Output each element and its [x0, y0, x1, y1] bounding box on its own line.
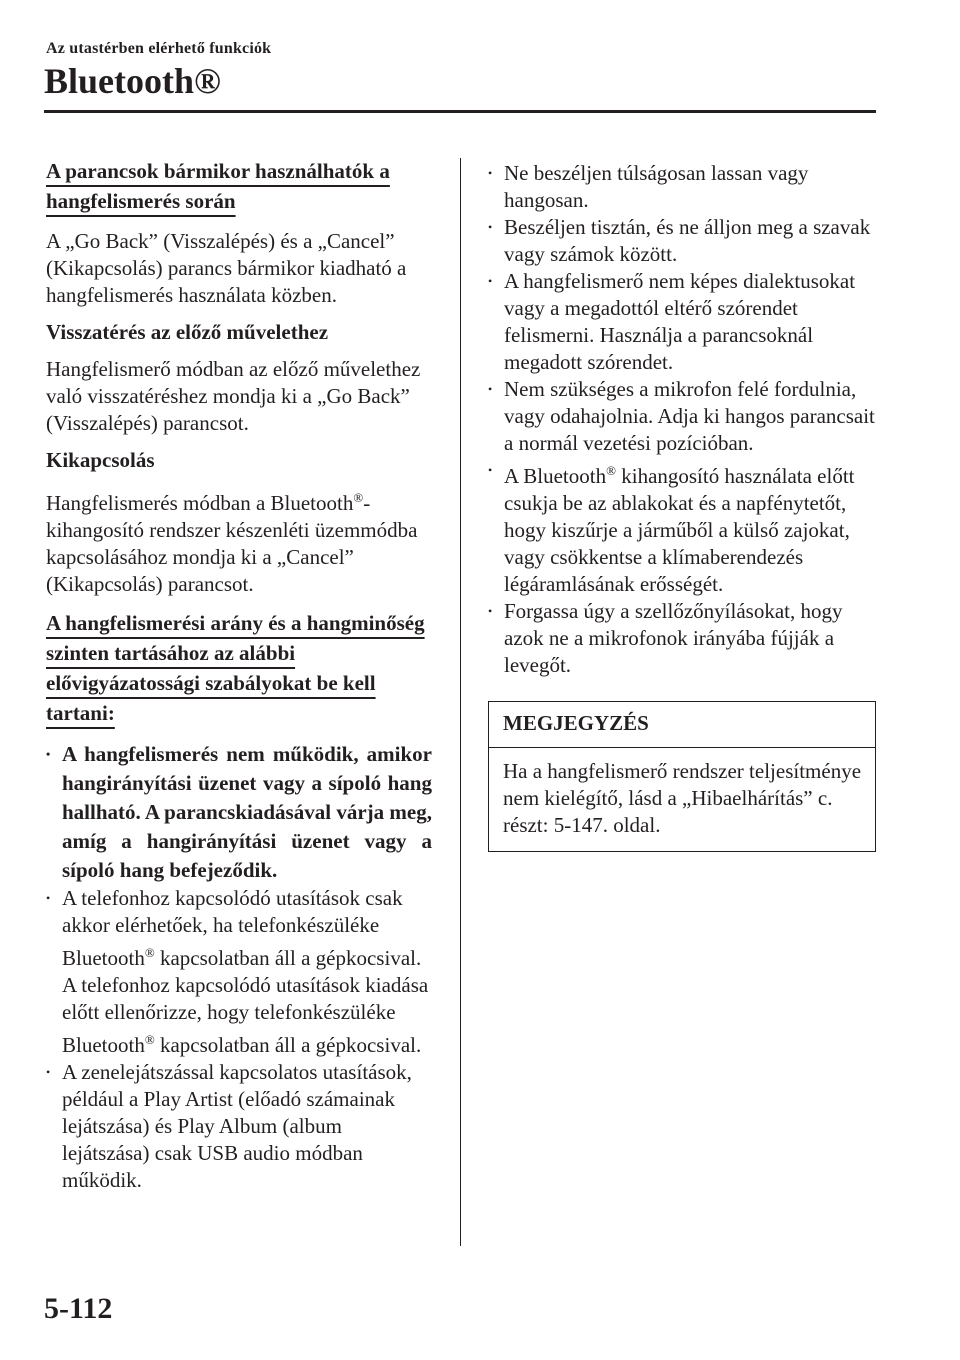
heading-go-back: Visszatérés az előző művelethez: [46, 320, 329, 344]
list-item: • A hangfelismerés nem működik, amikor hangirányítási üzenet vagy a sípoló hang hallható. A parancskiadásával várja meg, amíg a hangirányítási üzenet vagy a sípoló hang befejeződik.: [46, 740, 432, 885]
page-title: Bluetooth®: [44, 61, 221, 101]
heading-precautions: A hangfelismerési arány és a hangminőség szinten tartásához az alábbi elővigyázatossági szabályokat be kell tartani:: [46, 611, 425, 725]
paragraph-go-back: Hangfelismerő módban az előző művelethez való visszatéréshez mondja ki a „Go Back” (Visszalépés) parancsot.: [46, 357, 421, 435]
note-body: Ha a hangfelismerő rendszer teljesítménye nem kielégítő, lásd a „Hibaelhárítás” c. részt: 5-147. oldal.: [503, 759, 862, 837]
right-column: [488, 156, 876, 852]
note-box: [488, 701, 876, 852]
list-item: • Beszéljen tisztán, és ne álljon meg a szavak vagy számok között.: [488, 214, 876, 268]
page-number: 5-112: [44, 1292, 113, 1325]
note-title: MEGJEGYZÉS: [489, 702, 875, 748]
header-divider: [44, 110, 876, 113]
list-item: • Forgassa úgy a szellőzőnyílásokat, hogy azok ne a mikrofonok irányába fújják a levegőt.: [488, 598, 876, 679]
paragraph-commands: A „Go Back” (Visszalépés) és a „Cancel” (Kikapcsolás) parancs bármikor kiadható a hangfelismerés használata közben.: [46, 229, 407, 307]
paragraph-cancel: Hangfelismerés módban a Bluetooth®-kihangosító rendszer készenléti üzemmódba kapcsolásához mondja ki a „Cancel” (Kikapcsolás) parancsot.: [46, 490, 418, 596]
tips-list: [488, 160, 876, 679]
list-item: • A zenelejátszással kapcsolatos utasítások, például a Play Artist (előadó számainak lejátszása) és Play Album (album lejátszása) csak USB audio módban működik.: [46, 1059, 432, 1194]
list-item: • A Bluetooth® kihangosító használata előtt csukja be az ablakokat és a napfénytetőt, hogy kiszűrje a járműből a külső zajokat, vagy csökkentse a klímaberendezés légáramlásának erősségét.: [488, 457, 876, 598]
left-column: [46, 156, 432, 1204]
heading-commands: A parancsok bármikor használhatók a hangfelismerés során: [46, 159, 390, 213]
list-item: • Nem szükséges a mikrofon felé fordulnia, vagy odahajolnia. Adja ki hangos parancsait a normál vezetési pozícióban.: [488, 376, 876, 457]
list-item: • A hangfelismerő nem képes dialektusokat vagy a megadottól eltérő szórendet felismerni. Használja a parancsoknál megadott szórendet.: [488, 268, 876, 376]
list-item: • Ne beszéljen túlságosan lassan vagy hangosan.: [488, 160, 876, 214]
heading-cancel: Kikapcsolás: [46, 448, 155, 472]
section-header: Az utastérben elérhető funkciók: [46, 40, 272, 57]
column-divider: [460, 158, 461, 1246]
list-item: • A telefonhoz kapcsolódó utasítások csak akkor elérhetőek, ha telefonkészüléke Bluetooth® kapcsolatban áll a gépkocsival. A telefonhoz kapcsolódó utasítások kiadása előtt ellenőrizze, hogy telefonkészüléke Bluetooth® kapcsolatban áll a gépkocsival.: [46, 885, 432, 1059]
precautions-list: [46, 740, 432, 1194]
